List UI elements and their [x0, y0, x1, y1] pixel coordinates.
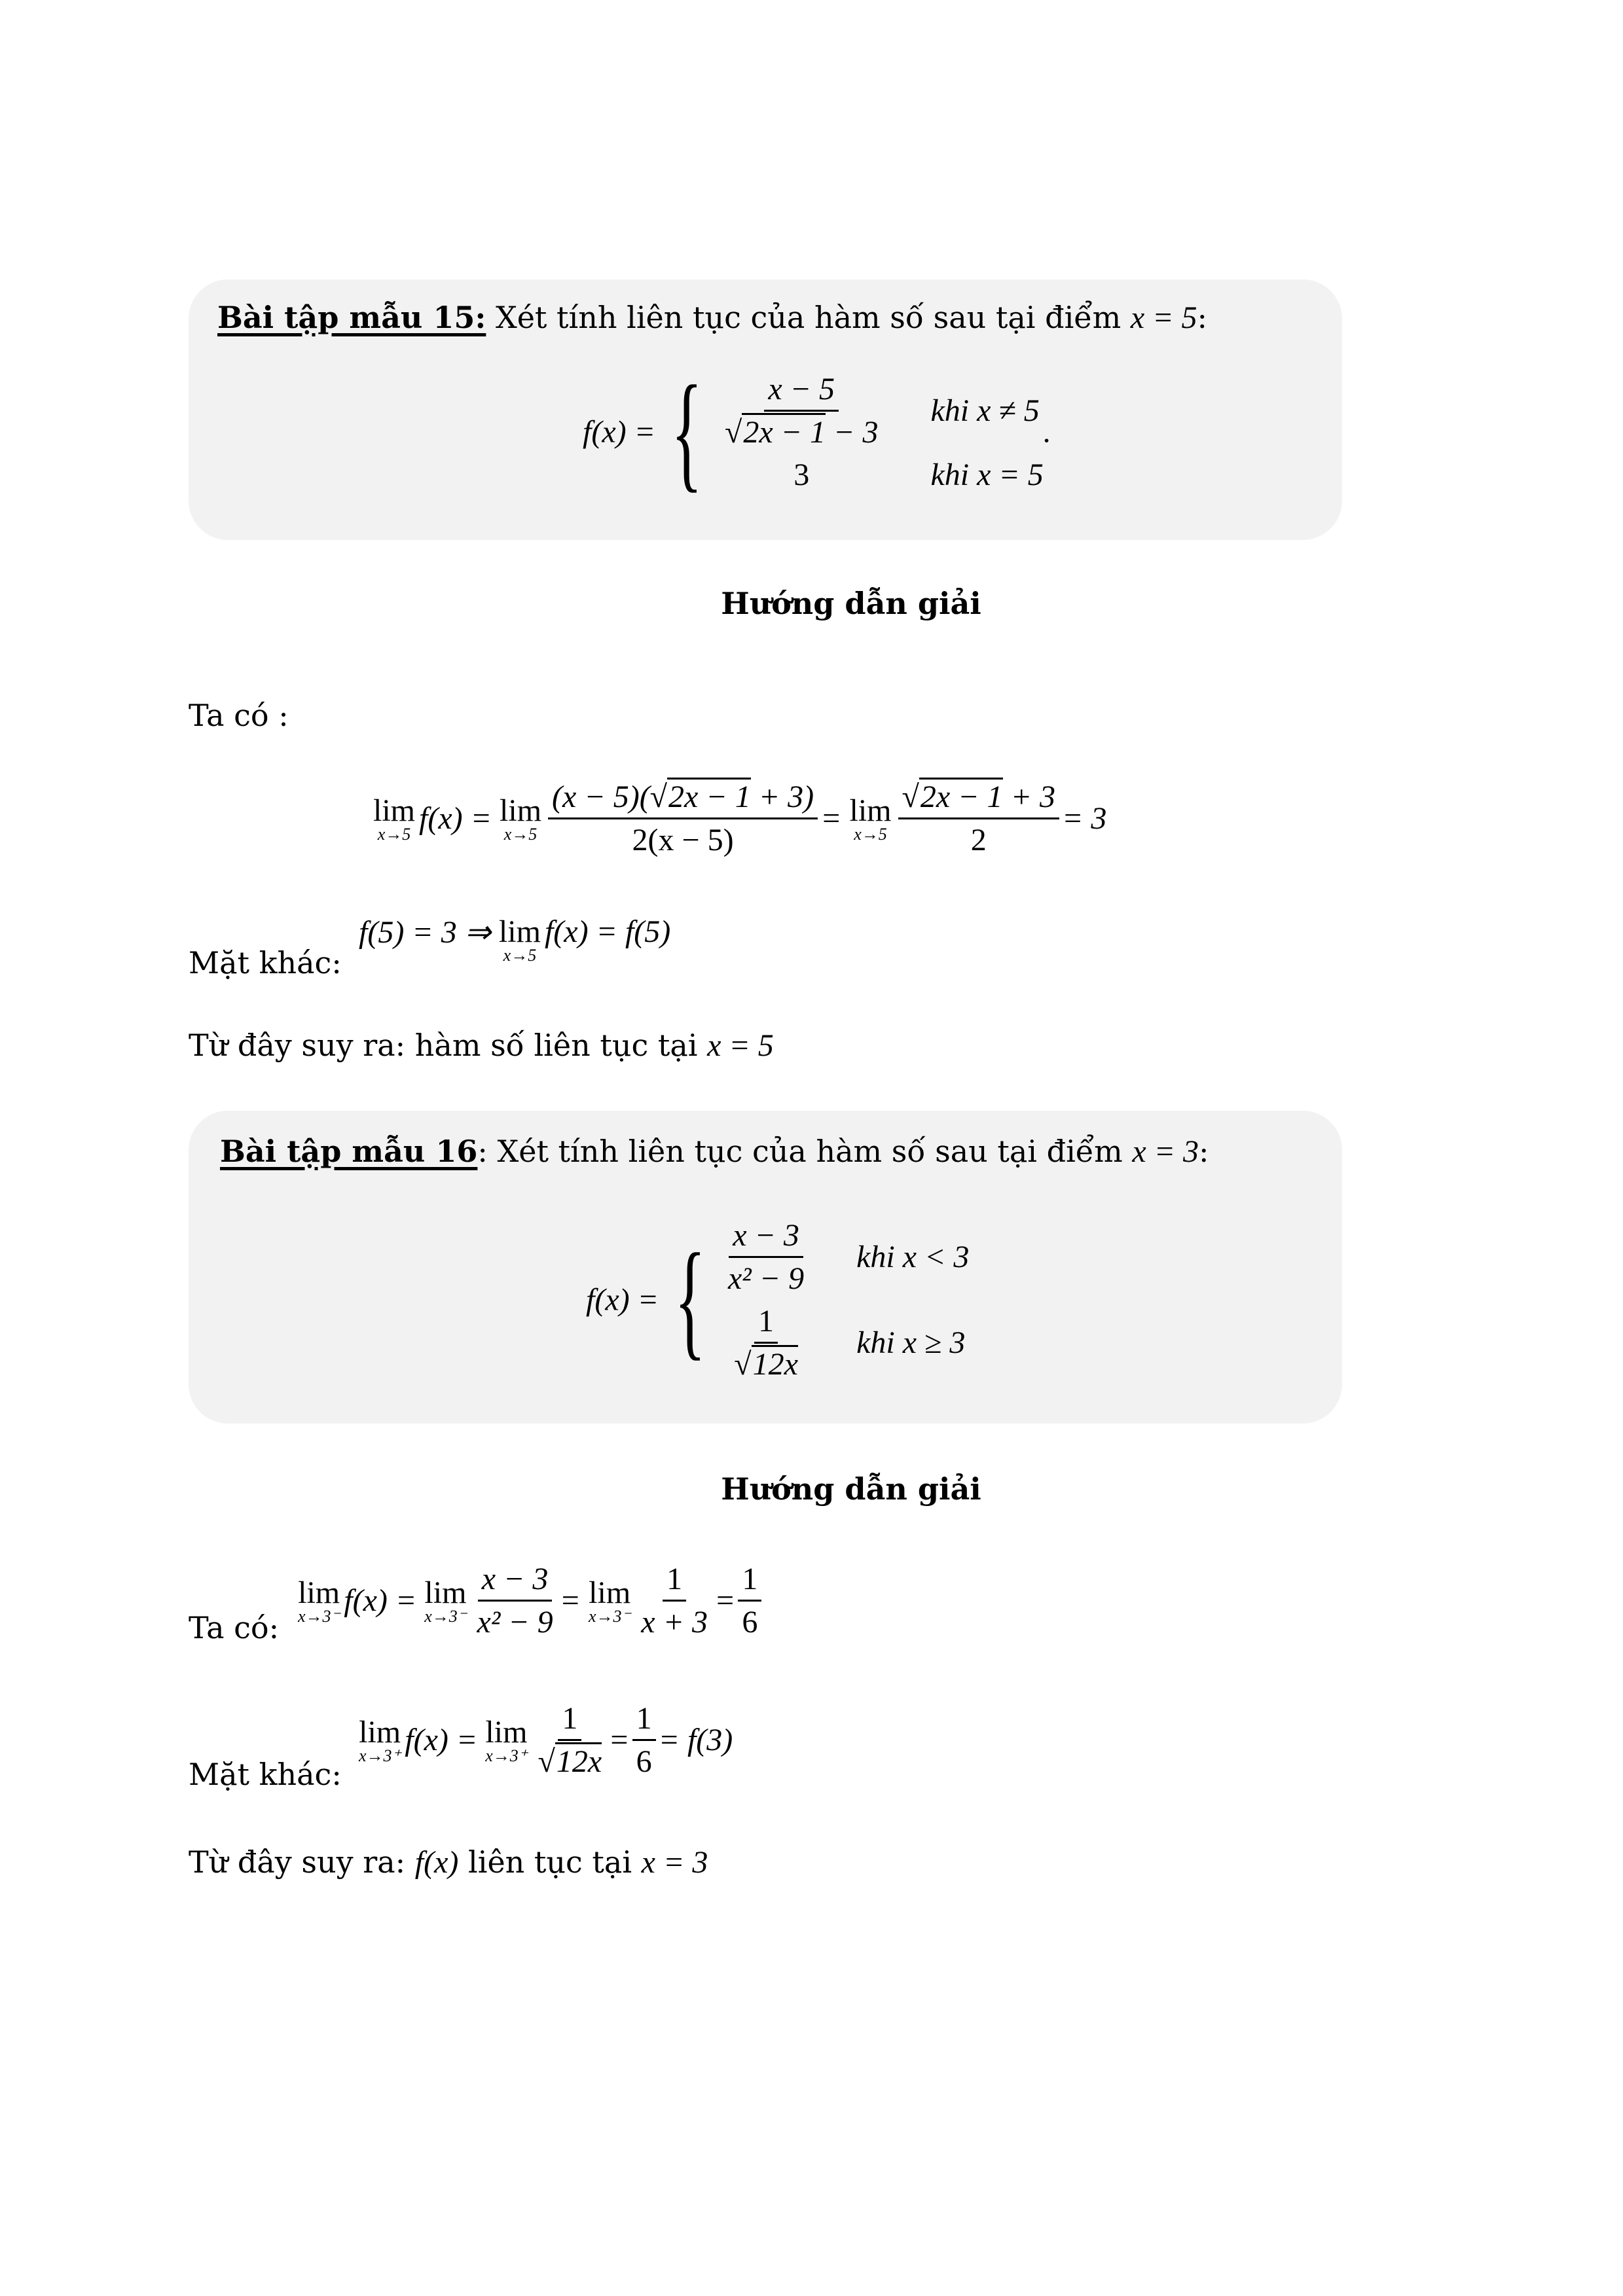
piecewise-cases	[718, 371, 1044, 493]
left-limit-equation	[298, 1561, 764, 1640]
radicand: 2x − 1	[919, 778, 1003, 814]
den-rest: − 3	[826, 415, 879, 450]
formula-lhs: f(x) =	[586, 1282, 659, 1318]
case2-condition: khi x ≥ 3	[856, 1325, 966, 1360]
case2-fraction: $\frac{1}{√12x}$	[734, 1304, 798, 1382]
exercise-15-formula	[583, 359, 1051, 504]
equals: =	[714, 1583, 736, 1618]
conclusion-16	[189, 1844, 708, 1880]
denominator: 2	[970, 823, 987, 857]
radicand: 12x	[555, 1742, 602, 1779]
denominator: 6	[742, 1605, 758, 1640]
equals: =	[820, 801, 842, 836]
exercise-16-statement	[220, 1134, 1209, 1170]
left-brace: {	[674, 1227, 706, 1372]
lim: lim	[424, 1575, 467, 1610]
conclusion-text-b: liên tục tại	[458, 1844, 642, 1880]
exercise-16-prompt: : Xét tính liên tục của hàm số sau tại điểm	[477, 1134, 1133, 1169]
ta-co-16: Ta có:	[189, 1610, 280, 1645]
fraction	[632, 1700, 656, 1780]
numerator: x − 3	[729, 1217, 803, 1258]
lim-sub: x→5	[503, 946, 537, 965]
case1-fraction	[724, 1217, 808, 1297]
numerator: 1	[663, 1561, 686, 1602]
lim: lim	[849, 793, 892, 828]
case1-condition: khi x < 3	[856, 1240, 970, 1274]
radicand: 2x − 1	[667, 778, 751, 814]
denominator: √2x − 1 − 3	[721, 412, 882, 450]
result: = 3	[1061, 801, 1107, 836]
formula-lhs: f(x) =	[583, 414, 655, 450]
lim-sub: x→3⁻	[589, 1607, 631, 1626]
lim-sub: x→3⁻	[424, 1607, 467, 1626]
fraction	[738, 1561, 761, 1640]
colon: :	[1199, 1134, 1209, 1169]
equation-f5	[359, 914, 670, 965]
denominator: x² − 9	[728, 1261, 805, 1296]
case2-value: 3	[793, 457, 810, 492]
radicand: 2x − 1	[742, 413, 826, 450]
exercise-15-statement	[217, 300, 1207, 336]
exercise-15-prompt: Xét tính liên tục của hàm số sau tại điểm	[486, 300, 1131, 335]
denominator: 6	[636, 1744, 652, 1779]
lim-sub: x→5	[377, 825, 411, 844]
fraction-2	[898, 779, 1059, 858]
conclusion-15	[189, 1028, 774, 1064]
fraction: $\frac{1}{√12x}$	[538, 1701, 602, 1779]
eq2-b: f(x) = f(5)	[544, 914, 671, 949]
equals: =	[608, 1723, 630, 1757]
numerator: 1	[738, 1561, 761, 1602]
lim: lim	[589, 1575, 631, 1610]
lim-sub: x→5	[503, 825, 538, 844]
exercise-16-point: x = 3	[1132, 1134, 1199, 1169]
fraction	[473, 1561, 557, 1640]
conclusion-fx: f(x)	[414, 1845, 459, 1880]
lim-sub: x→3⁻	[298, 1607, 340, 1626]
lim: lim	[373, 793, 416, 828]
exercise-15-point: x = 5	[1130, 300, 1197, 335]
exercise-16-formula	[586, 1217, 969, 1382]
exercise-15-title: Bài tập mẫu 15:	[217, 300, 486, 335]
lim-sub: x→3⁺	[359, 1746, 401, 1765]
colon: :	[1197, 300, 1208, 335]
fraction	[637, 1561, 712, 1640]
lim: lim	[498, 914, 541, 949]
fraction-1	[548, 779, 818, 858]
denominator: x + 3	[641, 1605, 708, 1640]
case1-fraction	[721, 371, 882, 450]
limit-equation-15	[373, 779, 1106, 858]
conclusion-x: x = 3	[641, 1845, 708, 1880]
conclusion-text: Từ đây suy ra:	[189, 1844, 415, 1880]
guide-heading-16: Hướng dẫn giải	[721, 1471, 981, 1507]
guide-heading-15: Hướng dẫn giải	[721, 586, 981, 621]
fx-eq: f(x) =	[405, 1723, 478, 1757]
numerator: x − 3	[478, 1561, 553, 1602]
sqrt: √	[902, 780, 919, 814]
numerator: 1	[558, 1700, 581, 1741]
left-brace: {	[671, 359, 702, 504]
lim-sub: x→5	[854, 825, 887, 844]
denominator: 2(x − 5)	[632, 823, 734, 857]
num-b: + 3	[1002, 780, 1055, 814]
denominator: x² − 9	[477, 1605, 553, 1640]
eq2-a: f(5) = 3 ⇒	[359, 915, 491, 950]
case2-condition: khi x = 5	[930, 457, 1044, 492]
case1-condition: khi x ≠ 5	[930, 393, 1040, 428]
lim: lim	[298, 1575, 340, 1610]
lim: lim	[500, 793, 542, 828]
fx-eq: f(x) =	[344, 1583, 417, 1618]
lim: lim	[359, 1715, 401, 1749]
f3: = f(3)	[658, 1723, 733, 1757]
numerator: 1	[632, 1700, 656, 1741]
period: .	[1043, 414, 1051, 450]
conclusion-text: Từ đây suy ra: hàm số liên tục tại	[189, 1028, 708, 1063]
numerator: 1	[754, 1303, 778, 1344]
piecewise-cases	[721, 1217, 969, 1382]
conclusion-x: x = 5	[707, 1028, 774, 1063]
right-limit-equation	[359, 1700, 733, 1780]
equals: =	[559, 1583, 581, 1618]
ta-co-15: Ta có :	[189, 698, 289, 733]
num-a: (x − 5)(√	[552, 780, 668, 814]
mat-khac-15: Mặt khác:	[189, 945, 342, 980]
lim-sub: x→3⁺	[485, 1746, 528, 1765]
numerator: x − 5	[764, 371, 839, 412]
radicand: 12x	[752, 1345, 798, 1382]
exercise-16-title: Bài tập mẫu 16	[220, 1134, 478, 1169]
num-b: + 3)	[750, 780, 814, 814]
fx-eq: f(x) =	[419, 801, 492, 836]
mat-khac-16: Mặt khác:	[189, 1757, 342, 1792]
lim: lim	[485, 1715, 528, 1749]
